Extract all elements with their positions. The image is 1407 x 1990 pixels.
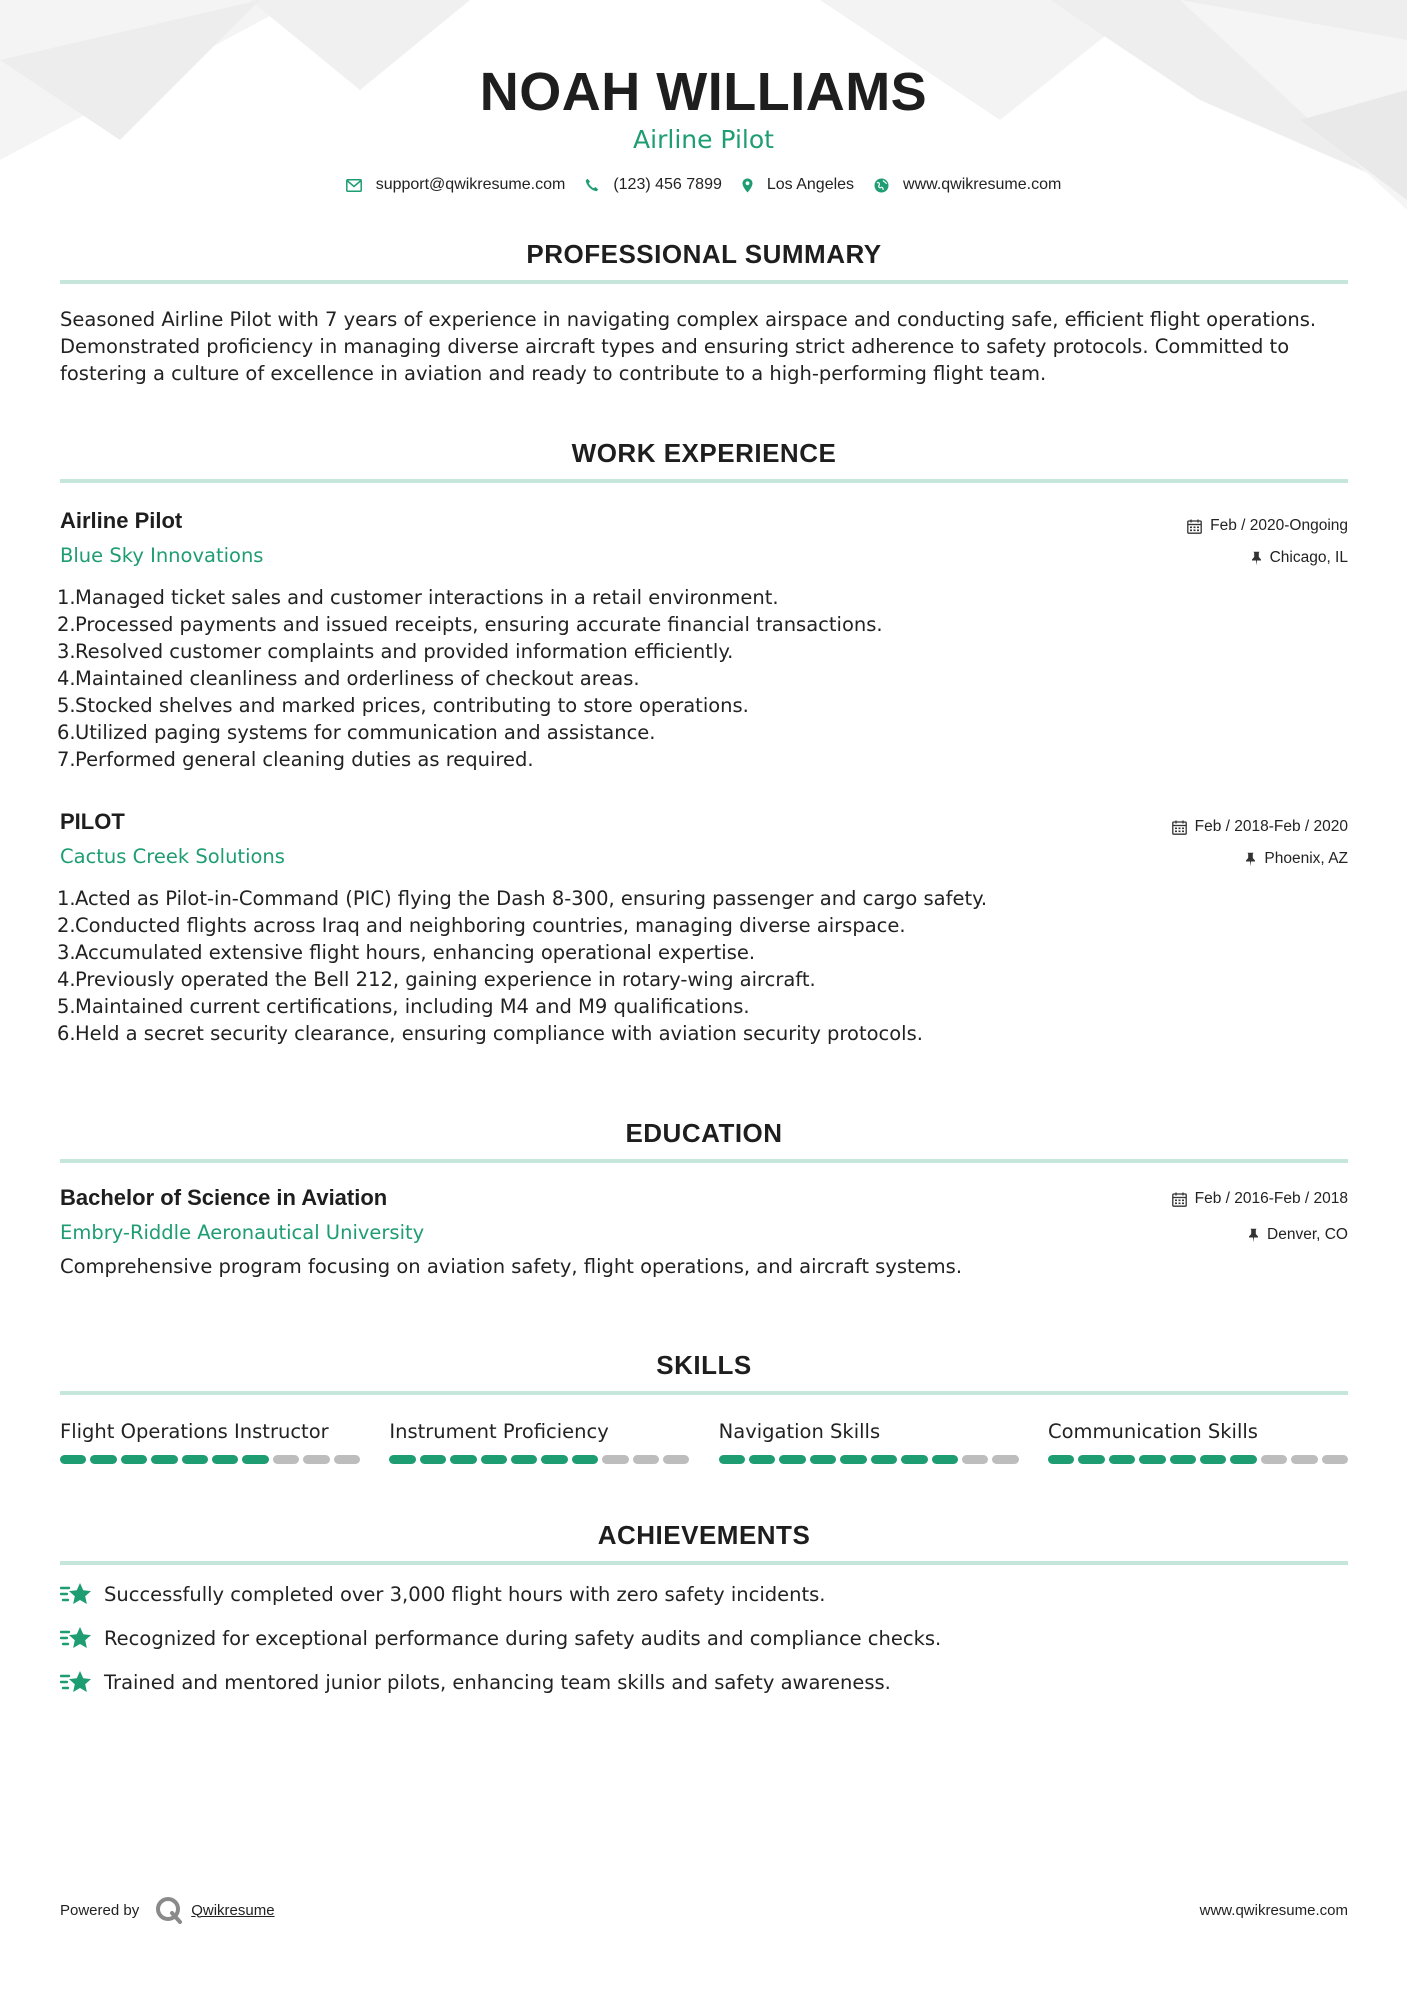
candidate-role: Airline Pilot [633, 125, 774, 154]
skill-segment-filled [1078, 1455, 1104, 1464]
qwikresume-logo-icon [155, 1896, 183, 1924]
skill-segment-empty [1261, 1455, 1287, 1464]
skill-segment-filled [810, 1455, 836, 1464]
achievement-text: Successfully completed over 3,000 flight hours with zero safety incidents. [104, 1583, 826, 1606]
skill-name: Instrument Proficiency [389, 1420, 609, 1443]
skill-segment-filled [60, 1455, 86, 1464]
skill-segment-filled [779, 1455, 805, 1464]
job-location: Chicago, IL [1269, 549, 1348, 566]
skill-name: Navigation Skills [718, 1420, 881, 1443]
skill-segment-filled [572, 1455, 598, 1464]
job-entry-2 [57, 807, 1348, 1047]
skills-section [60, 1349, 1348, 1464]
achievement-text: Trained and mentored junior pilots, enhancing team skills and safety awareness. [104, 1671, 891, 1694]
education-dates: Feb / 2016-Feb / 2018 [1194, 1190, 1348, 1207]
skill-item [1048, 1419, 1348, 1464]
summary-text: Seasoned Airline Pilot with 7 years of experience in navigating complex airspace and conducting safe, efficient flight operations. Demonstrated proficiency in managing diverse aircraft types and ensuring strict adherence to safety protocols. Committed to fostering a culture of excellence in aviation and ready to contribute to a high-performing flight team. [60, 308, 1317, 385]
skill-segment-filled [840, 1455, 866, 1464]
skill-item [60, 1419, 360, 1464]
skill-segment-filled [1139, 1455, 1165, 1464]
skills-title: SKILLS [656, 1350, 752, 1380]
job-dates: Feb / 2020-Ongoing [1210, 517, 1348, 534]
skill-segment-filled [1170, 1455, 1196, 1464]
list-item: 5. Stocked shelves and marked prices, contributing to store operations. [57, 694, 749, 717]
skill-segment-filled [1230, 1455, 1256, 1464]
skill-segment-filled [90, 1455, 116, 1464]
contact-website[interactable] [874, 176, 1061, 194]
school-name: Embry-Riddle Aeronautical University [60, 1221, 425, 1244]
job-duties-list [57, 584, 1348, 773]
list-item: 3. Resolved customer complaints and provided information efficiently. [57, 640, 734, 663]
skill-item [389, 1419, 689, 1464]
education-title: EDUCATION [625, 1118, 783, 1148]
achievements-divider [60, 1561, 1348, 1565]
list-item: 2. Conducted flights across Iraq and neighboring countries, managing diverse airspace. [57, 914, 906, 937]
brand-link[interactable]: Qwikresume [191, 1901, 275, 1919]
skill-level-bar [389, 1455, 689, 1464]
powered-by-label: Powered by [60, 1901, 140, 1919]
skill-level-bar [719, 1455, 1019, 1464]
skill-segment-empty [1322, 1455, 1348, 1464]
job-title: PILOT [60, 809, 125, 834]
candidate-name: NOAH WILLIAMS [479, 62, 928, 122]
education-section [60, 1117, 1348, 1280]
skill-segment-filled [212, 1455, 238, 1464]
resume-header [0, 0, 1407, 194]
calendar-icon [1172, 820, 1187, 835]
skill-segment-filled [389, 1455, 415, 1464]
star-icon [60, 1626, 92, 1652]
skill-segment-filled [932, 1455, 958, 1464]
job-dates: Feb / 2018-Feb / 2020 [1194, 818, 1348, 835]
list-item: 4. Previously operated the Bell 212, gaining experience in rotary-wing aircraft. [57, 968, 816, 991]
email-text: support@qwikresume.com [375, 176, 566, 193]
job-company: Cactus Creek Solutions [60, 845, 285, 868]
list-item: 6. Held a secret security clearance, ensuring compliance with aviation security protocols. [57, 1022, 923, 1045]
globe-icon [874, 178, 889, 193]
summary-section [60, 238, 1348, 387]
skill-segment-filled [871, 1455, 897, 1464]
skill-segment-filled [719, 1455, 745, 1464]
list-item: 4. Maintained cleanliness and orderliness of checkout areas. [57, 667, 640, 690]
skill-segment-filled [182, 1455, 208, 1464]
skills-list [60, 1419, 1348, 1464]
skill-segment-filled [511, 1455, 537, 1464]
skill-segment-filled [901, 1455, 927, 1464]
skills-divider [60, 1391, 1348, 1395]
job-location: Phoenix, AZ [1264, 850, 1348, 867]
skill-segment-filled [481, 1455, 507, 1464]
list-item: 3. Accumulated extensive flight hours, enhancing operational expertise. [57, 941, 756, 964]
job-duties-list [57, 885, 1348, 1047]
page-footer [60, 1896, 1348, 1924]
skill-segment-filled [541, 1455, 567, 1464]
education-divider [60, 1159, 1348, 1163]
achievements-title: ACHIEVEMENTS [597, 1520, 811, 1550]
skill-segment-filled [1109, 1455, 1135, 1464]
pushpin-icon [1245, 852, 1256, 867]
list-item: 1. Managed ticket sales and customer interactions in a retail environment. [57, 586, 779, 609]
list-item: 2. Processed payments and issued receipts, ensuring accurate financial transactions. [57, 613, 883, 636]
skill-level-bar [1048, 1455, 1348, 1464]
degree-title: Bachelor of Science in Aviation [60, 1185, 388, 1210]
job-company: Blue Sky Innovations [60, 544, 264, 567]
skill-segment-filled [749, 1455, 775, 1464]
skill-segment-filled [420, 1455, 446, 1464]
phone-icon [585, 178, 599, 192]
job-title: Airline Pilot [60, 508, 183, 533]
achievement-item [60, 1625, 1348, 1653]
contact-location [742, 176, 854, 194]
experience-divider [60, 479, 1348, 483]
achievement-item [60, 1581, 1348, 1609]
skill-segment-empty [273, 1455, 299, 1464]
list-item: 1. Acted as Pilot-in-Command (PIC) flying the Dash 8-300, ensuring passenger and cargo safety. [57, 887, 988, 910]
skill-segment-filled [242, 1455, 268, 1464]
pushpin-icon [1248, 1228, 1259, 1243]
skill-segment-empty [334, 1455, 360, 1464]
summary-title: PROFESSIONAL SUMMARY [526, 239, 882, 269]
skill-segment-empty [602, 1455, 628, 1464]
star-icon [60, 1670, 92, 1696]
skill-segment-empty [992, 1455, 1018, 1464]
summary-divider [60, 280, 1348, 284]
skill-level-bar [60, 1455, 360, 1464]
experience-title: WORK EXPERIENCE [571, 438, 837, 468]
star-icon [60, 1582, 92, 1608]
skill-segment-filled [1048, 1455, 1074, 1464]
achievement-text: Recognized for exceptional performance during safety audits and compliance checks. [104, 1627, 942, 1650]
calendar-icon [1187, 519, 1202, 534]
map-pin-icon [742, 178, 753, 193]
skill-segment-empty [962, 1455, 988, 1464]
achievement-item [60, 1669, 1348, 1697]
skill-name: Communication Skills [1047, 1420, 1258, 1443]
footer-website-link[interactable]: www.qwikresume.com [1199, 1901, 1348, 1919]
list-item: 7. Performed general cleaning duties as required. [57, 748, 534, 771]
list-item: 5. Maintained current certifications, including M4 and M9 qualifications. [57, 995, 750, 1018]
contact-bar [0, 176, 1407, 194]
skill-segment-filled [151, 1455, 177, 1464]
location-text: Los Angeles [766, 176, 855, 193]
skill-segment-empty [633, 1455, 659, 1464]
job-entry-1 [57, 506, 1348, 773]
calendar-icon [1172, 1192, 1187, 1207]
achievements-section [60, 1519, 1348, 1697]
skill-name: Flight Operations Instructor [60, 1420, 329, 1443]
skill-segment-empty [663, 1455, 689, 1464]
education-location: Denver, CO [1267, 1226, 1348, 1243]
skill-item [719, 1419, 1019, 1464]
pushpin-icon [1251, 551, 1262, 566]
contact-email[interactable] [346, 176, 566, 194]
skill-segment-filled [1200, 1455, 1226, 1464]
skill-segment-empty [1291, 1455, 1317, 1464]
envelope-icon [346, 179, 362, 192]
phone-text: (123) 456 7899 [613, 176, 722, 193]
contact-phone[interactable] [585, 176, 722, 194]
skill-segment-filled [450, 1455, 476, 1464]
education-description: Comprehensive program focusing on aviation safety, flight operations, and aircraft systems. [60, 1255, 963, 1278]
website-text: www.qwikresume.com [903, 176, 1062, 193]
skill-segment-filled [121, 1455, 147, 1464]
experience-section [60, 437, 1348, 483]
list-item: 6. Utilized paging systems for communication and assistance. [57, 721, 656, 744]
powered-by [60, 1896, 275, 1924]
skill-segment-empty [303, 1455, 329, 1464]
